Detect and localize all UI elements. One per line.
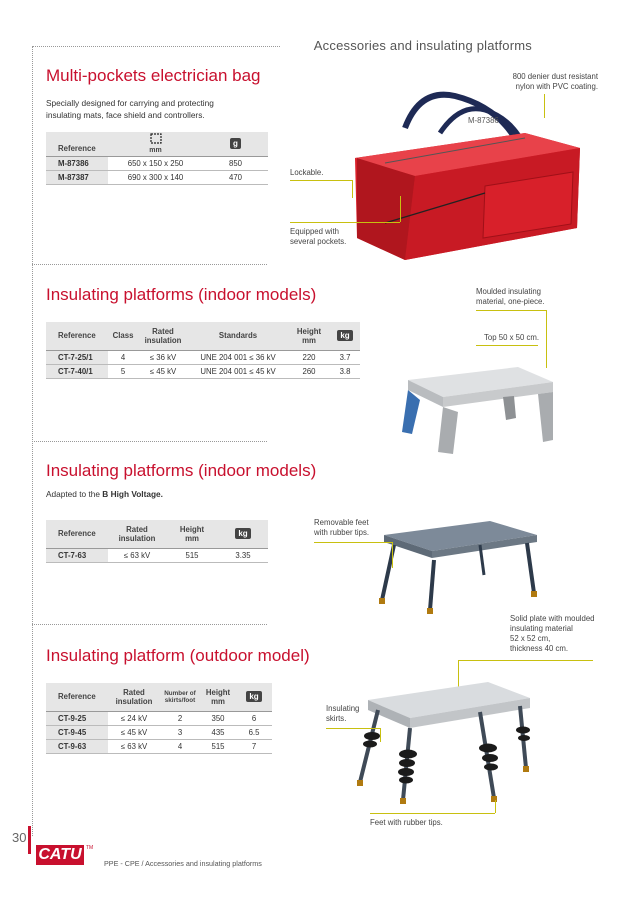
outdoor-spec-table — [46, 683, 272, 754]
model-annotation: M-87386 — [468, 116, 499, 125]
feet-annotation: Removable feet with rubber tips. — [314, 518, 370, 537]
leader-line — [476, 310, 546, 311]
indoor-platforms-title: Insulating platforms (indoor models) — [46, 285, 317, 304]
bag-description: Specially designed for carrying and protecting insulating mats, face shield and controllers. — [46, 98, 214, 120]
kg-icon: kg — [246, 691, 261, 702]
col-dimensions: mm — [108, 132, 203, 156]
col-weight — [203, 132, 268, 156]
leader-line — [400, 196, 401, 222]
rubber-tips-annotation: Feet with rubber tips. — [370, 818, 443, 827]
col-reference: Reference — [46, 683, 108, 711]
section-divider — [32, 441, 267, 442]
leader-line — [458, 660, 593, 661]
col-reference: Reference — [46, 520, 108, 548]
leader-line — [290, 180, 352, 181]
leader-line — [495, 800, 496, 813]
leader-line — [352, 180, 353, 198]
catu-logo: CATU — [36, 845, 84, 865]
kg-icon: kg — [337, 330, 352, 341]
weight-icon: g — [230, 138, 241, 149]
table-row: CT-7-40/1 5 ≤ 45 kV UNE 204 001 ≤ 45 kV 260 3.8 — [46, 364, 360, 378]
trademark: TM — [86, 845, 94, 851]
lockable-annotation: Lockable. — [290, 168, 324, 177]
outdoor-platform-title: Insulating platform (outdoor model) — [46, 646, 310, 665]
kg-icon: kg — [235, 528, 250, 539]
table-row: CT-9-25 ≤ 24 kV 2 350 6 — [46, 711, 272, 725]
leader-line — [326, 728, 380, 729]
table-row: CT-9-45 ≤ 45 kV 3 435 6.5 — [46, 725, 272, 739]
col-rated-insulation: Rated insulation — [138, 322, 188, 350]
indoor-spec-table — [46, 322, 360, 379]
page-number: 30 — [12, 830, 27, 845]
col-weight — [236, 683, 272, 711]
table-row: CT-9-63 ≤ 63 kV 4 515 7 — [46, 739, 272, 753]
leader-line — [476, 345, 538, 346]
col-skirts: Number of skirts/foot — [160, 683, 200, 711]
table-row: M-87387 690 x 300 x 140 470 — [46, 170, 268, 184]
header-rule — [32, 46, 280, 47]
material-annotation: Moulded insulating material, one-piece. — [476, 287, 545, 306]
indoor-platform-image — [398, 352, 558, 462]
fabric-annotation: 800 denier dust resistant nylon with PVC coating. — [512, 72, 598, 91]
col-rated-insulation: Rated insulation — [108, 520, 166, 548]
outdoor-platform-image — [348, 670, 538, 818]
col-reference: Reference — [46, 322, 108, 350]
col-height: Height mm — [200, 683, 236, 711]
leader-line — [546, 310, 547, 368]
footer-breadcrumb: PPE - CPE / Accessories and insulating platforms — [104, 859, 262, 868]
indoor-hv-title: Insulating platforms (indoor models) — [46, 461, 317, 480]
leader-line — [290, 222, 400, 223]
pockets-annotation: Equipped with several pockets. — [290, 227, 347, 246]
bag-title: Multi-pockets electrician bag — [46, 66, 261, 85]
col-height: Height mm — [288, 322, 330, 350]
col-class: Class — [108, 322, 138, 350]
top-size-annotation: Top 50 x 50 cm. — [484, 333, 540, 342]
electrician-bag-image — [345, 88, 590, 268]
col-weight — [218, 520, 268, 548]
table-row: M-87386 650 x 150 x 250 850 — [46, 156, 268, 170]
col-standards: Standards — [188, 322, 288, 350]
leader-line — [370, 813, 495, 814]
footer-accent-bar — [28, 826, 31, 854]
section-divider — [32, 264, 267, 265]
leader-line — [380, 728, 381, 742]
table-row: CT-7-63 ≤ 63 kV 515 3.35 — [46, 548, 268, 562]
dimensions-icon — [149, 133, 163, 145]
leader-line — [314, 542, 392, 543]
col-height: Height mm — [166, 520, 218, 548]
leader-line — [544, 94, 545, 118]
removable-feet-platform-image — [372, 505, 542, 615]
skirts-annotation: Insulating skirts. — [326, 704, 360, 723]
section-divider — [32, 624, 267, 625]
leader-line — [392, 542, 393, 568]
col-weight — [330, 322, 360, 350]
col-reference: Reference — [46, 132, 108, 156]
section-header: Accessories and insulating platforms — [313, 38, 532, 53]
col-rated-insulation: Rated insulation — [108, 683, 160, 711]
indoor-hv-spec-table — [46, 520, 268, 563]
table-row: CT-7-25/1 4 ≤ 36 kV UNE 204 001 ≤ 36 kV 220 3.7 — [46, 350, 360, 364]
plate-annotation: Solid plate with moulded insulating material 52 x 52 cm, thickness 40 cm. — [510, 614, 595, 653]
indoor-hv-description: Adapted to the B High Voltage. — [46, 489, 163, 499]
bag-spec-table — [46, 132, 268, 185]
